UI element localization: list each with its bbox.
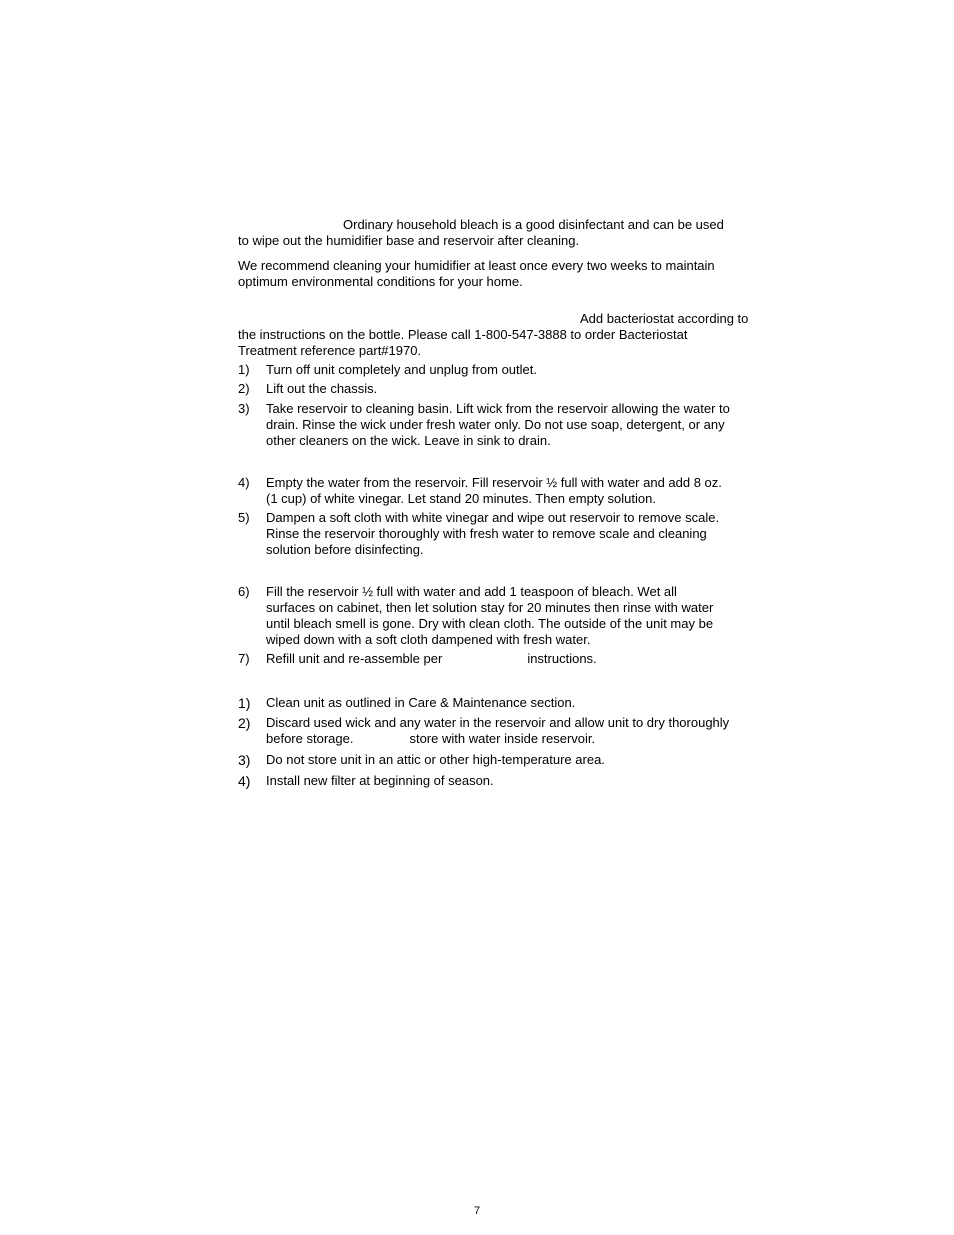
- bacteriostat-line-2: the instructions on the bottle. Please call 1-800-547-3888 to order Bacteriostat: [238, 327, 688, 342]
- cleaning-frequency-line-1: We recommend cleaning your humidifier at least once every two weeks to maintain: [238, 258, 715, 273]
- step-number: 7): [238, 651, 250, 666]
- step-text: until bleach smell is gone. Dry with clean cloth. The outside of the unit may be: [266, 616, 714, 631]
- step-text: Fill the reservoir ½ full with water and add 1 teaspoon of bleach. Wet all: [266, 584, 677, 599]
- step-number: 3): [238, 752, 251, 768]
- step-text: wiped down with a soft cloth dampened with fresh water.: [266, 632, 591, 647]
- step-text: before storage.: [266, 731, 354, 746]
- step-text: other cleaners on the wick. Leave in sink to drain.: [266, 433, 551, 448]
- step-text: Turn off unit completely and unplug from outlet.: [266, 362, 537, 377]
- step-text: drain. Rinse the wick under fresh water only. Do not use soap, detergent, or any: [266, 417, 725, 432]
- bleach-paragraph-line-1: Ordinary household bleach is a good disinfectant and can be used: [343, 217, 724, 232]
- step-text: Rinse the reservoir thoroughly with fresh water to remove scale and cleaning: [266, 526, 707, 541]
- step-text: Do not store unit in an attic or other high-temperature area.: [266, 752, 605, 767]
- step-text: Install new filter at beginning of season.: [266, 773, 494, 788]
- step-number: 6): [238, 584, 250, 599]
- bacteriostat-paragraph: [238, 311, 778, 359]
- step-text: instructions.: [527, 651, 597, 666]
- step-text: store with water inside reservoir.: [409, 731, 596, 746]
- step-number: 2): [238, 715, 251, 731]
- step-number: 1): [238, 362, 250, 377]
- step-text: Lift out the chassis.: [266, 381, 378, 396]
- step-number: 4): [238, 475, 250, 490]
- step-number: 4): [238, 773, 251, 789]
- bacteriostat-line-3: Treatment reference part#1970.: [238, 343, 422, 358]
- bleach-paragraph: [238, 217, 778, 249]
- step-number: 2): [238, 381, 250, 396]
- bleach-paragraph-line-2: to wipe out the humidifier base and reservoir after cleaning.: [238, 233, 580, 248]
- step-text: Empty the water from the reservoir. Fill reservoir ½ full with water and add 8 oz.: [266, 475, 722, 490]
- cleaning-frequency-line-2: optimum environmental conditions for your home.: [238, 274, 523, 289]
- step-number: 1): [238, 695, 251, 711]
- step-number: 3): [238, 401, 250, 416]
- step-number: 5): [238, 510, 250, 525]
- step-text: Refill unit and re-assemble per: [266, 651, 443, 666]
- step-text: solution before disinfecting.: [266, 542, 424, 557]
- bacteriostat-line-1: Add bacteriostat according to: [580, 311, 749, 326]
- step-text: surfaces on cabinet, then let solution stay for 20 minutes then rinse with water: [266, 600, 714, 615]
- cleaning-frequency-paragraph: [238, 258, 778, 290]
- step-text: Dampen a soft cloth with white vinegar and wipe out reservoir to remove scale.: [266, 510, 720, 525]
- step-text: Take reservoir to cleaning basin. Lift wick from the reservoir allowing the water to: [266, 401, 730, 416]
- step-text: (1 cup) of white vinegar. Let stand 20 minutes. Then empty solution.: [266, 491, 656, 506]
- page-number: 7: [473, 1205, 481, 1217]
- step-text: Clean unit as outlined in Care & Maintenance section.: [266, 695, 576, 710]
- step-text: Discard used wick and any water in the reservoir and allow unit to dry thoroughly: [266, 715, 730, 730]
